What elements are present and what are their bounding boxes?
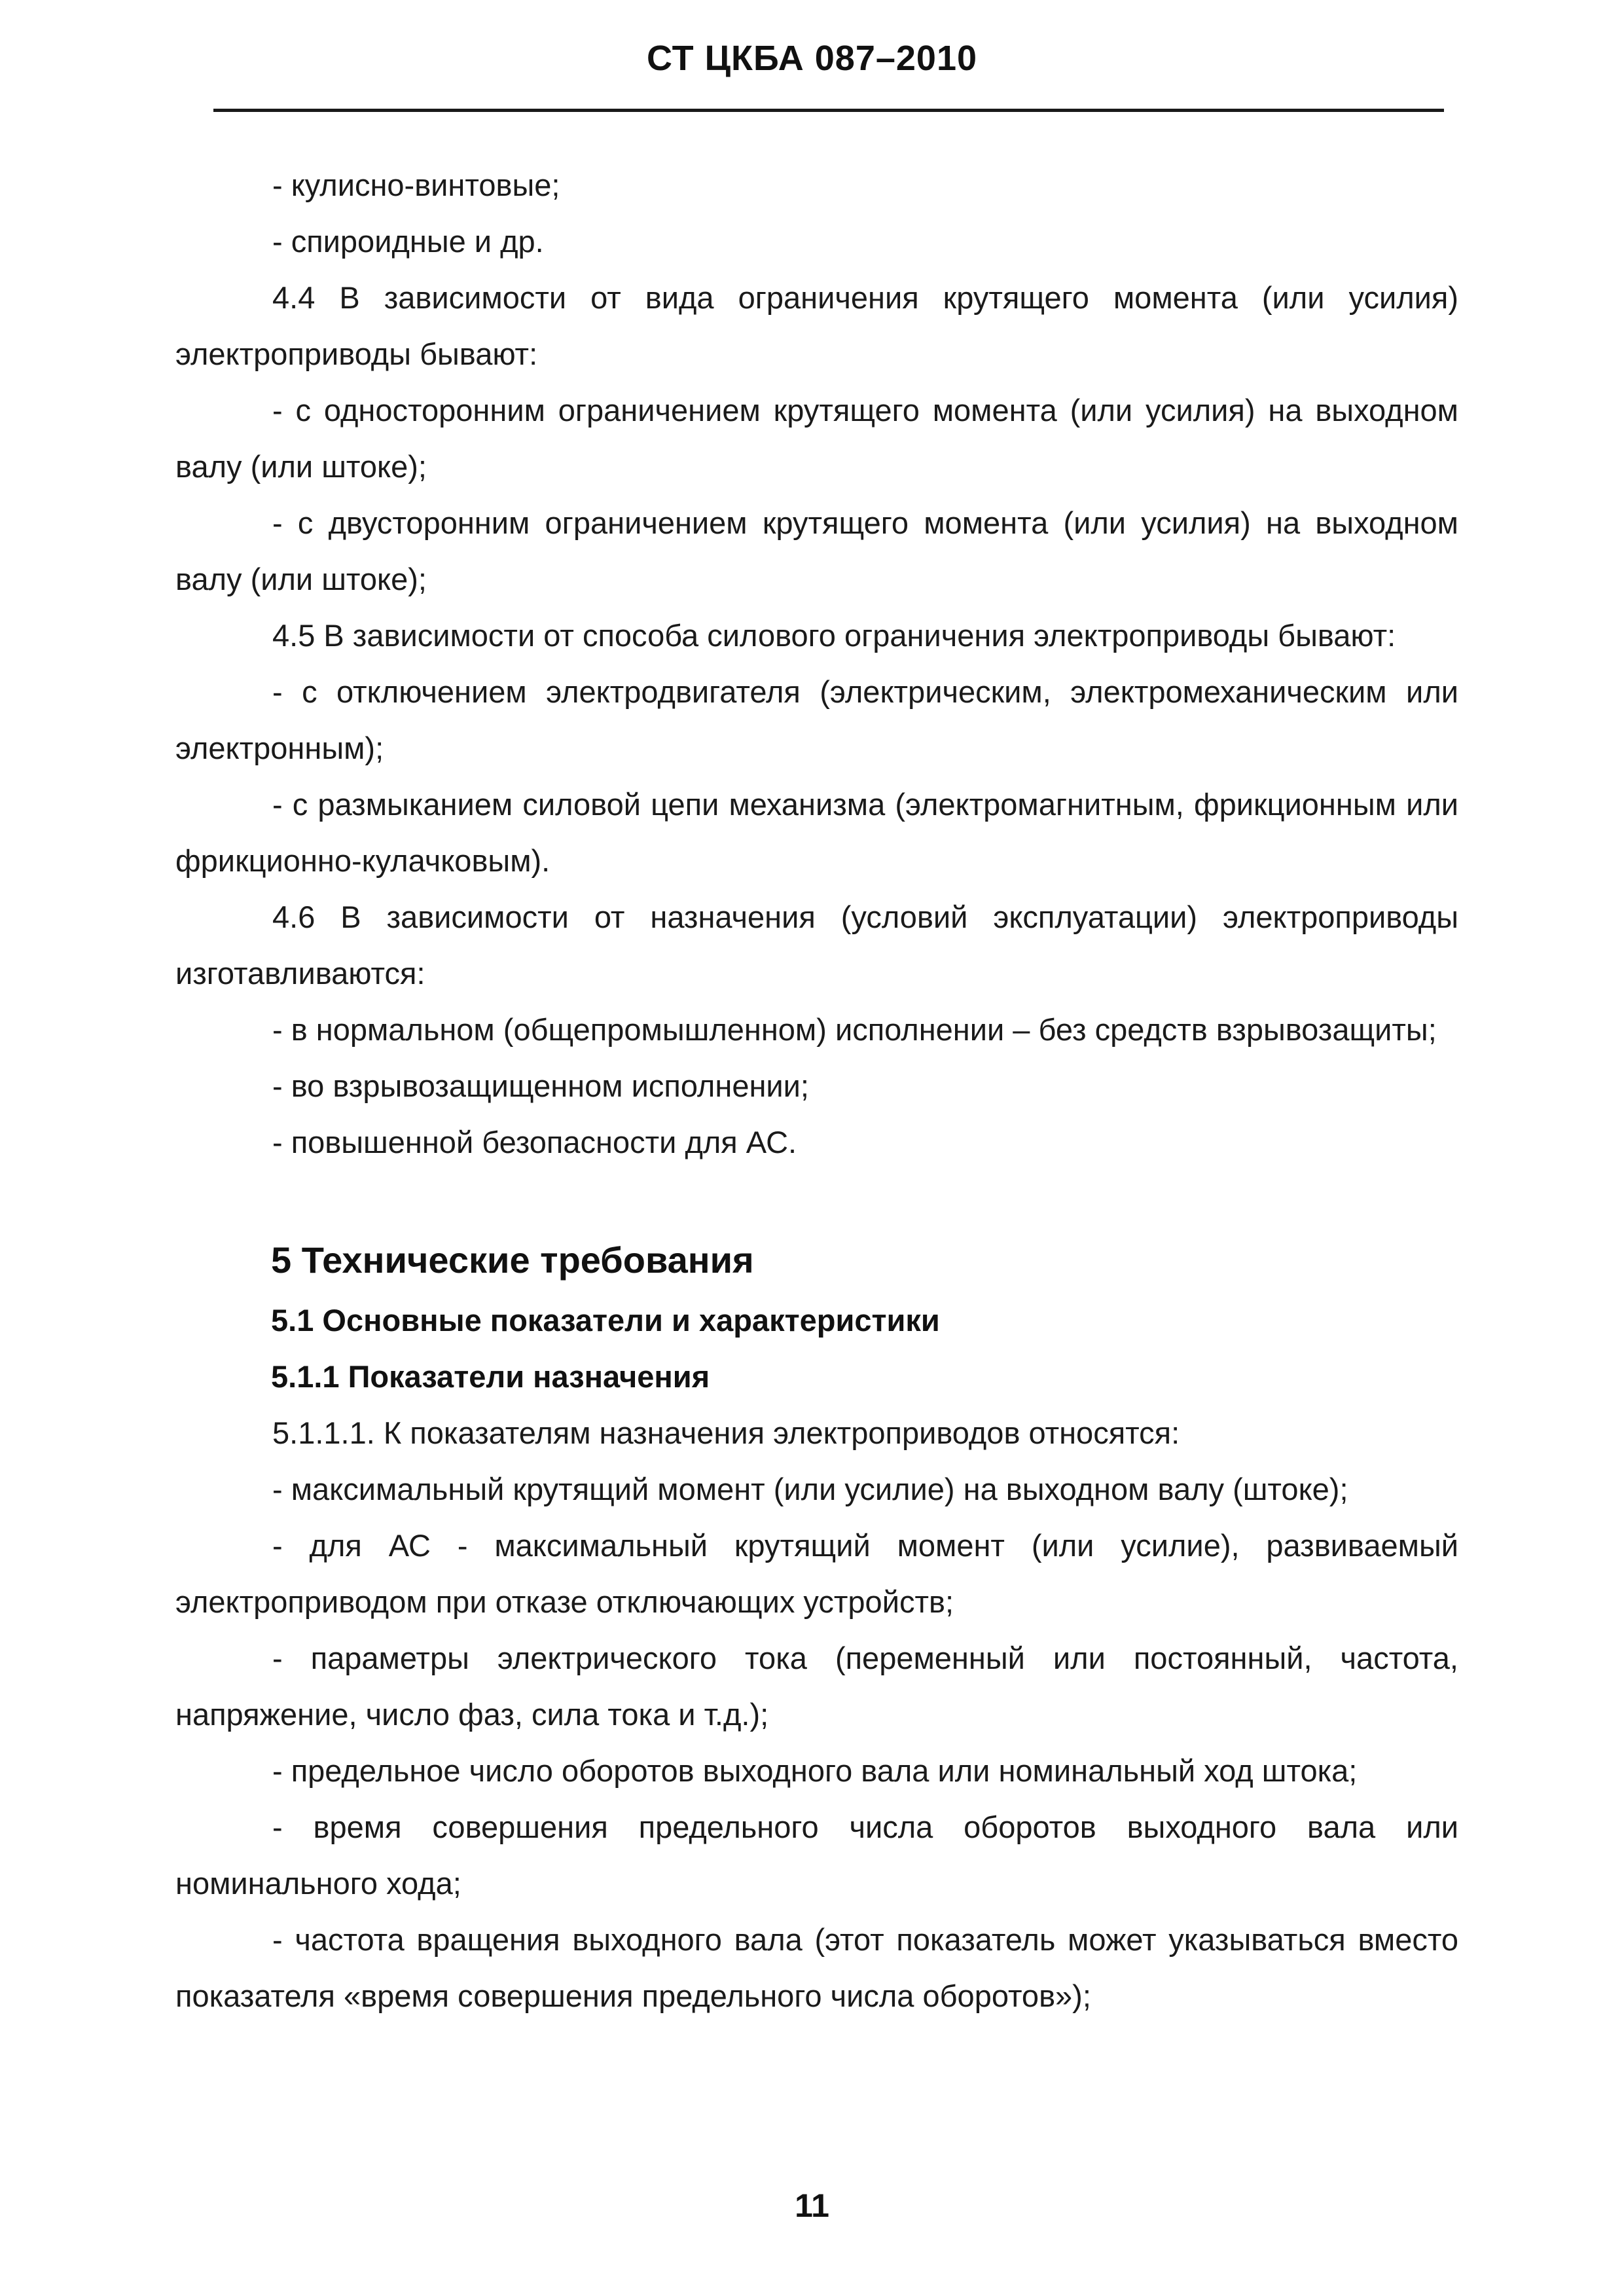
clause-5-1-1-1: 5.1.1.1. К показателям назначения электроприводов относятся: — [272, 1415, 1180, 1450]
header-divider — [213, 109, 1444, 112]
list-item-circuit-break: - с размыканием силовой цепи механизма (электромагнитным, фрикционным или фрикционно-кулачковым). — [175, 787, 1458, 878]
list-item-two-sided-limit: - с двусторонним ограничением крутящего момента (или усилия) на выходном валу (или штоке); — [175, 505, 1458, 596]
page-number: 11 — [795, 2187, 829, 2224]
clause-4-5: 4.5 В зависимости от способа силового ограничения электроприводы бывают: — [272, 618, 1396, 653]
list-item-one-sided-limit: - с односторонним ограничением крутящего момента (или усилия) на выходном валу (или штоке); — [175, 393, 1458, 484]
list-item-normal-design: - в нормальном (общепромышленном) исполнении – без средств взрывозащиты; — [272, 1012, 1437, 1047]
clause-4-4: 4.4 В зависимости от вида ограничения крутящего момента (или усилия) электроприводы бывают: — [175, 280, 1458, 371]
list-item-rotation-frequency: - частота вращения выходного вала (этот показатель может указываться вместо показателя «время совершения предельного числа оборотов»); — [175, 1922, 1458, 2013]
document-code-header: СТ ЦКБА 087–2010 — [646, 39, 978, 78]
subsection-5-1-heading: 5.1 Основные показатели и характеристики — [271, 1303, 940, 1338]
list-item-max-revolutions: - предельное число оборотов выходного вала или номинальный ход штока; — [272, 1753, 1358, 1788]
list-item-explosion-proof: - во взрывозащищенном исполнении; — [272, 1068, 809, 1103]
list-item-time-revolutions: - время совершения предельного числа оборотов выходного вала или номинального хода; — [175, 1810, 1458, 1901]
list-item-kulisno: - кулисно-винтовые; — [272, 168, 560, 202]
list-item-as-max-torque: - для АС - максимальный крутящий момент (или усилие), развиваемый электроприводом при отказе отключающих устройств; — [175, 1528, 1458, 1619]
list-item-motor-disconnect: - с отключением электродвигателя (электрическим, электромеханическим или электронным); — [175, 674, 1458, 765]
subsection-5-1-1-heading: 5.1.1 Показатели назначения — [271, 1359, 710, 1394]
list-item-current-params: - параметры электрического тока (переменный или постоянный, частота, напряжение, число фаз, сила тока и т.д.); — [175, 1641, 1458, 1732]
list-item-high-safety: - повышенной безопасности для АС. — [272, 1125, 797, 1159]
page-body — [175, 157, 1458, 2024]
section-5-heading: 5 Технические требования — [271, 1239, 754, 1281]
list-item-max-torque: - максимальный крутящий момент (или усилие) на выходном валу (штоке); — [272, 1472, 1348, 1506]
list-item-spiroid: - спироидные и др. — [272, 224, 544, 259]
clause-4-6: 4.6 В зависимости от назначения (условий эксплуатации) электроприводы изготавливаются: — [175, 900, 1458, 991]
